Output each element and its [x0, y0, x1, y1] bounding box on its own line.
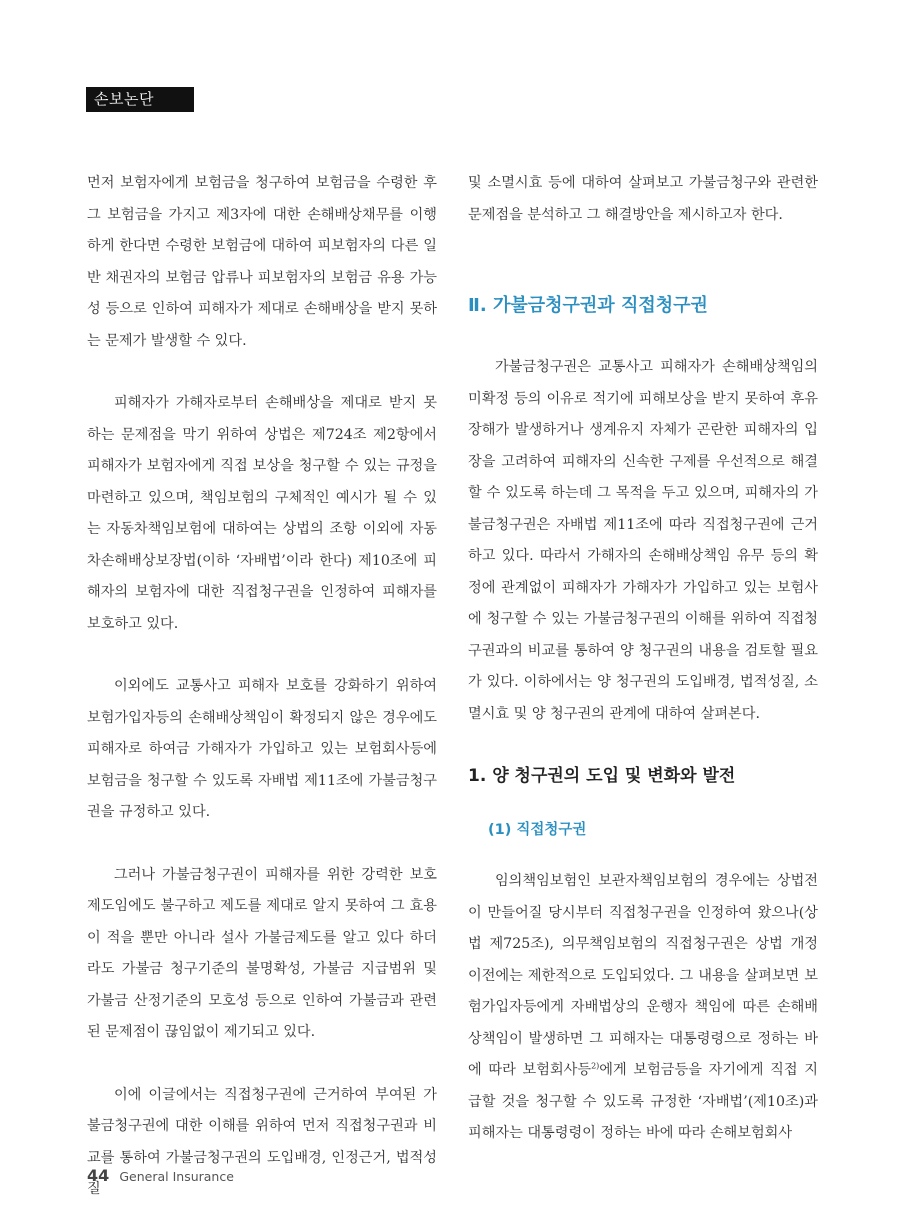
page-number: 44 [87, 1166, 110, 1185]
subsubsection-heading: (1) 직접청구권 [488, 822, 587, 838]
right-column [468, 168, 818, 1150]
paragraph-text: 임의책임보험인 보관자책임보험의 경우에는 상법전이 만들어질 당시부터 직접청구권을 인정하여 왔으나(상법 제725조), 의무책임보험의 직접청구권은 상법 개정 이전에는 제한적으로 도입되었다. 그 내용을 살펴보면 보험가입자등에게 자배법상의 운행자 책임에 따른 손해배상책임이 발생하면 그 피해자는 대통령령으로 정하는 바에 따라 보험회사등 [468, 873, 818, 1078]
body-paragraph: 이외에도 교통사고 피해자 보호를 강화하기 위하여 보험가입자등의 손해배상책임이 확정되지 않은 경우에도 피해자로 하여금 가해자가 가입하고 있는 보험회사등에 보험금을 청구할 수 있도록 자배법 제11조에 가불금청구권을 규정하고 있다. [87, 678, 437, 820]
left-column [87, 168, 437, 1206]
body-paragraph: 먼저 보험자에게 보험금을 청구하여 보험금을 수령한 후 그 보험금을 가지고 제3자에 대한 손해배상채무를 이행하게 한다면 수령한 보험금에 대하여 피보험자의 다른 일반 채권자의 보험금 압류나 피보험자의 보험금 유용 가능성 등으로 인하여 피해자가 제대로 손해배상을 받지 못하는 문제가 발생할 수 있다. [87, 175, 437, 349]
page-footer [87, 1166, 234, 1185]
body-paragraph: 피해자가 가해자로부터 손해배상을 제대로 받지 못하는 문제점을 막기 위하여 상법은 제724조 제2항에서 피해자가 보험자에게 직접 보상을 청구할 수 있는 규정을 마련하고 있으며, 책임보험의 구체적인 예시가 될 수 있는 자동차책임보험에 대하여는 상법의 조항 이외에 자동차손해배상보장법(이하 ‘자배법’이라 한다) 제10조에 피해자의 보험자에 대한 직접청구권을 인정하여 피해자를 보호하고 있다. [87, 395, 437, 632]
body-paragraph [468, 866, 818, 1150]
paragraph-text: 에게 보험금등을 자기에게 직접 지급할 것을 청구할 수 있도록 규정한 ‘자배법’(제10조)과 피해자는 대통령령이 정하는 바에 따라 손해보험회사 [468, 1062, 818, 1141]
subsection-heading: 1. 양 청구권의 도입 및 변화와 발전 [468, 766, 736, 786]
section-heading: Ⅱ. 가불금청구권과 직접청구권 [468, 295, 708, 316]
section-tag: 손보논단 [86, 87, 194, 112]
body-paragraph: 그러나 가불금청구권이 피해자를 위한 강력한 보호제도임에도 불구하고 제도를 제대로 알지 못하여 그 효용이 적을 뿐만 아니라 설사 가불금제도를 알고 있다 하더라도 가불금 청구기준의 불명확성, 가불금 지급범위 및 가불금 산정기준의 모호성 등으로 인하여 가불금과 관련된 문제점이 끊임없이 제기되고 있다. [87, 866, 437, 1040]
body-paragraph: 이에 이글에서는 직접청구권에 근거하여 부여된 가불금청구권에 대한 이해를 위하여 먼저 직접청구권과 비교를 통하여 가불금청구권의 도입배경, 인정근거, 법적성질 [87, 1086, 437, 1197]
footnote-marker: 2) [591, 1061, 600, 1071]
body-paragraph: 및 소멸시효 등에 대하여 살펴보고 가불금청구와 관련한 문제점을 분석하고 그 해결방안을 제시하고자 한다. [468, 175, 818, 223]
journal-name: General Insurance [119, 1169, 234, 1184]
body-paragraph: 가불금청구권은 교통사고 피해자가 손해배상책임의 미확정 등의 이유로 적기에 피해보상을 받지 못하여 후유장해가 발생하거나 생계유지 자체가 곤란한 피해자의 입장을 고려하여 피해자의 신속한 구제를 우선적으로 해결할 수 있도록 하는데 그 목적을 두고 있으며, 피해자의 가불금청구권은 자배법 제11조에 따라 직접청구권에 근거하고 있다. 따라서 가해자의 손해배상책임 유무 등의 확정에 관계없이 피해자가 가해자가 가입하고 있는 보험사에 청구할 수 있는 가불금청구권의 이해를 위하여 직접청구권과의 비교를 통하여 양 청구권의 내용을 검토할 필요가 있다. 이하에서는 양 청구권의 도입배경, 법적성질, 소멸시효 및 양 청구권의 관계에 대하여 살펴본다. [468, 359, 818, 722]
